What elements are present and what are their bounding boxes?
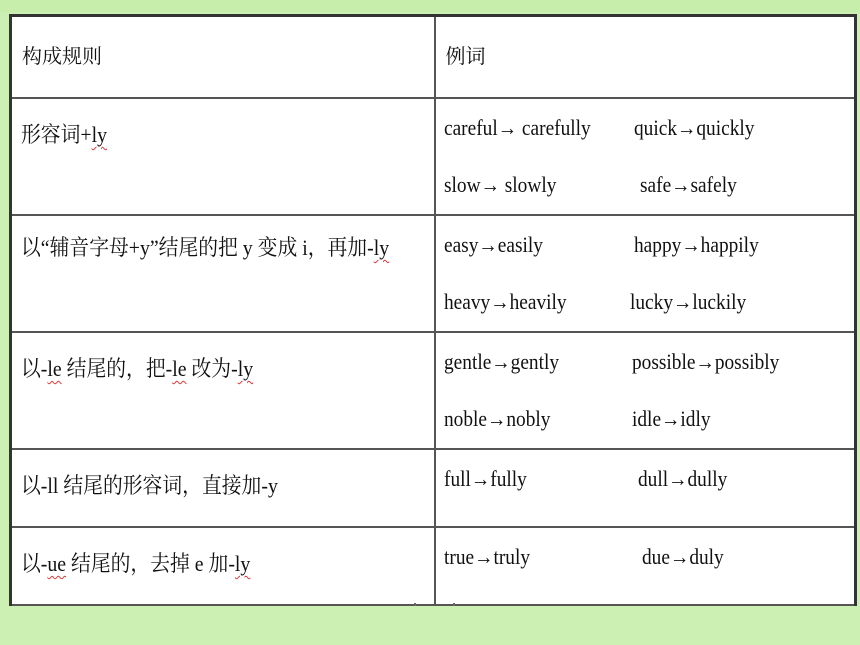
adverb-formation-table [9, 14, 857, 606]
example-word: dull→dully [637, 466, 727, 491]
spellcheck-underline: ly [237, 356, 254, 381]
header-rule-label: 构成规则 [22, 46, 102, 68]
examples-cell [435, 98, 856, 215]
example-word: lucky→luckily [629, 289, 746, 314]
table-row [11, 332, 856, 449]
table-row [11, 527, 856, 605]
examples-cell [435, 332, 856, 449]
example-word: possible→possibly [631, 349, 779, 374]
rule-text: 形容词+ly [21, 122, 107, 147]
bottom-background [9, 606, 857, 645]
example-word: careful→ carefully [443, 115, 591, 140]
table-header-row [11, 16, 856, 99]
example-line [436, 450, 855, 507]
examples-cell [435, 527, 856, 605]
example-word: full→fully [443, 466, 527, 491]
header-rule-cell [11, 16, 435, 99]
example-word: due→duly [641, 544, 724, 569]
example-line [436, 273, 855, 330]
spellcheck-underline: le [47, 356, 62, 381]
spellcheck-underline: ly [234, 551, 251, 576]
rule-text: 以-ue 结尾的，去掉 e 加-ly [21, 551, 251, 576]
spellcheck-underline: le [172, 356, 187, 381]
example-line [436, 528, 855, 585]
example-word: true→truly [443, 544, 530, 569]
examples-cell [435, 449, 856, 527]
rule-text: 以“辅音字母+y”结尾的把 y 变成 i，再加-ly [21, 235, 390, 260]
example-line [436, 156, 855, 213]
table-row [11, 98, 856, 215]
examples-cell [435, 215, 856, 332]
example-word: idle→idly [631, 406, 711, 431]
example-word: heavy→heavily [443, 289, 567, 314]
rule-cell [11, 98, 435, 215]
example-word: quick→quickly [633, 115, 754, 140]
rule-cell [11, 332, 435, 449]
example-word: slow→ slowly [443, 172, 556, 197]
rule-cell [11, 527, 435, 605]
example-line [436, 390, 855, 447]
example-line [436, 216, 855, 273]
divider-mark [453, 603, 455, 606]
example-line [436, 99, 855, 156]
slide-content [9, 14, 857, 606]
rule-text: 以-le 结尾的，把-le 改为-ly [21, 356, 254, 381]
top-strip [0, 0, 860, 12]
spellcheck-underline: ly [373, 235, 390, 260]
spellcheck-underline: ue [47, 551, 67, 576]
table-row [11, 215, 856, 332]
example-word: safe→safely [639, 172, 737, 197]
spellcheck-underline: ly [91, 122, 107, 147]
divider-mark [414, 603, 416, 606]
example-word: noble→nobly [443, 406, 550, 431]
rule-text: 以-ll 结尾的形容词，直接加-y [21, 473, 278, 498]
example-word: easy→easily [443, 232, 543, 257]
header-examples-cell [435, 16, 856, 99]
header-examples-label: 例词 [445, 46, 486, 68]
table-row [11, 449, 856, 527]
rule-cell [11, 449, 435, 527]
example-word: gentle→gently [443, 349, 559, 374]
example-line [436, 333, 855, 390]
example-word: happy→happily [633, 232, 759, 257]
rule-cell [11, 215, 435, 332]
